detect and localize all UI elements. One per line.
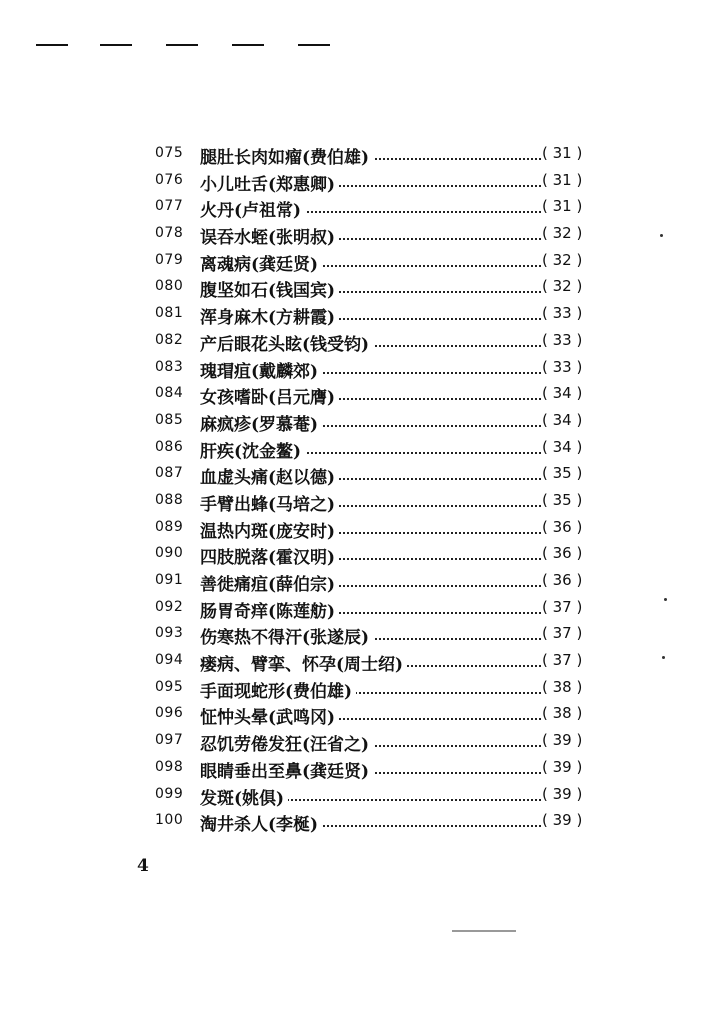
toc-entry-page: ( 34 ) bbox=[542, 437, 583, 456]
toc-entry-title: 四肢脱落(霍汉明) bbox=[200, 543, 339, 568]
toc-entry[interactable] bbox=[0, 382, 724, 409]
toc-entry[interactable] bbox=[0, 409, 724, 436]
toc-entry-page: ( 39 ) bbox=[542, 784, 583, 803]
toc-entry-page: ( 34 ) bbox=[542, 410, 583, 429]
toc-entry-page: ( 32 ) bbox=[542, 250, 583, 269]
toc-entry-title: 肠胃奇痒(陈莲舫) bbox=[200, 597, 339, 622]
toc-entry[interactable] bbox=[0, 329, 724, 356]
toc-entry[interactable] bbox=[0, 169, 724, 196]
toc-entry-page: ( 32 ) bbox=[542, 277, 583, 296]
toc-entry-number: 093 bbox=[155, 625, 184, 642]
toc-entry-title: 小儿吐舌(郑惠卿) bbox=[200, 170, 339, 195]
toc-entry-page: ( 35 ) bbox=[542, 464, 583, 483]
toc-entry[interactable] bbox=[0, 436, 724, 463]
toc-entry-number: 081 bbox=[155, 305, 184, 322]
toc-entry-title: 伤寒热不得汗(张遂辰) bbox=[200, 623, 373, 648]
toc-entry-title: 产后眼花头眩(钱受钧) bbox=[200, 330, 373, 355]
toc-entry[interactable] bbox=[0, 222, 724, 249]
toc-entry-title: 善徙痛疽(薛伯宗) bbox=[200, 570, 339, 595]
header-rule-3 bbox=[166, 44, 198, 46]
toc-entry[interactable] bbox=[0, 195, 724, 222]
toc-entry-title: 忍饥劳倦发狂(汪省之) bbox=[200, 730, 373, 755]
toc-entry-page: ( 37 ) bbox=[542, 651, 583, 670]
toc-entry-number: 090 bbox=[155, 545, 184, 562]
toc-entry-number: 089 bbox=[155, 518, 184, 535]
toc-entry-page: ( 37 ) bbox=[542, 597, 583, 616]
toc-entry-page: ( 36 ) bbox=[542, 544, 583, 563]
toc-entry-page: ( 39 ) bbox=[542, 731, 583, 750]
toc-entry[interactable] bbox=[0, 622, 724, 649]
toc-entry-title: 怔忡头晕(武鸣冈) bbox=[200, 703, 339, 728]
toc-entry-number: 088 bbox=[155, 491, 184, 508]
toc-entry-title: 腹坚如石(钱国宾) bbox=[200, 276, 339, 301]
toc-entry-number: 087 bbox=[155, 465, 184, 482]
toc-entry-title: 发斑(姚俱) bbox=[200, 784, 288, 809]
toc-entry[interactable] bbox=[0, 142, 724, 169]
toc-entry[interactable] bbox=[0, 462, 724, 489]
toc-entry-number: 082 bbox=[155, 331, 184, 348]
toc-entry[interactable] bbox=[0, 809, 724, 836]
toc-entry-title: 腿肚长肉如瘤(费伯雄) bbox=[200, 143, 373, 168]
table-of-contents bbox=[0, 142, 724, 836]
toc-entry[interactable] bbox=[0, 676, 724, 703]
toc-entry-page: ( 33 ) bbox=[542, 357, 583, 376]
toc-entry-title: 眼睛垂出至鼻(龚廷贤) bbox=[200, 757, 373, 782]
toc-entry-page: ( 31 ) bbox=[542, 144, 583, 162]
toc-entry-page: ( 38 ) bbox=[542, 677, 583, 696]
toc-entry-number: 096 bbox=[155, 705, 184, 722]
toc-entry-page: ( 31 ) bbox=[542, 197, 583, 216]
toc-entry-number: 100 bbox=[155, 812, 184, 829]
toc-entry[interactable] bbox=[0, 569, 724, 596]
toc-entry[interactable] bbox=[0, 596, 724, 623]
toc-entry-number: 099 bbox=[155, 785, 184, 802]
toc-entry-number: 086 bbox=[155, 438, 184, 455]
toc-entry-title: 淘井杀人(李梴) bbox=[200, 810, 322, 835]
toc-entry-page: ( 37 ) bbox=[542, 624, 583, 643]
toc-entry-title: 误吞水蛭(张明叔) bbox=[200, 223, 339, 248]
toc-entry-page: ( 34 ) bbox=[542, 384, 583, 403]
toc-entry-number: 075 bbox=[155, 145, 184, 161]
toc-entry-number: 098 bbox=[155, 758, 184, 775]
toc-entry-page: ( 33 ) bbox=[542, 304, 583, 323]
toc-entry-number: 085 bbox=[155, 411, 184, 428]
toc-entry[interactable] bbox=[0, 649, 724, 676]
toc-entry-page: ( 39 ) bbox=[542, 757, 583, 776]
toc-entry[interactable] bbox=[0, 783, 724, 810]
toc-entry-title: 温热内斑(庞安时) bbox=[200, 517, 339, 542]
header-rule-2 bbox=[100, 44, 132, 46]
scan-speck bbox=[662, 656, 665, 659]
toc-entry-number: 097 bbox=[155, 732, 184, 749]
footer-mark bbox=[452, 930, 516, 932]
toc-entry-number: 083 bbox=[155, 358, 184, 375]
scan-speck bbox=[664, 598, 667, 601]
header-rule-5 bbox=[298, 44, 330, 46]
toc-entry-number: 084 bbox=[155, 385, 184, 402]
toc-entry-title: 瘘病、臂挛、怀孕(周士绍) bbox=[200, 650, 407, 675]
toc-entry-title: 离魂病(龚廷贤) bbox=[200, 250, 322, 275]
toc-entry-title: 女孩嗜卧(吕元膺) bbox=[200, 383, 339, 408]
toc-entry[interactable] bbox=[0, 302, 724, 329]
toc-entry-number: 091 bbox=[155, 572, 184, 588]
header-rule-4 bbox=[232, 44, 264, 46]
toc-entry[interactable] bbox=[0, 729, 724, 756]
toc-entry-page: ( 33 ) bbox=[542, 330, 583, 349]
toc-entry-number: 077 bbox=[155, 198, 184, 215]
header-rule-1 bbox=[36, 44, 68, 46]
toc-entry-title: 肝疾(沈金鳌) bbox=[200, 437, 305, 462]
toc-entry[interactable] bbox=[0, 516, 724, 543]
page-number: 4 bbox=[137, 856, 149, 876]
toc-entry-title: 手面现蛇形(费伯雄) bbox=[200, 677, 356, 702]
toc-entry-page: ( 36 ) bbox=[542, 517, 583, 536]
toc-entry[interactable] bbox=[0, 356, 724, 383]
toc-entry[interactable] bbox=[0, 702, 724, 729]
toc-entry-number: 076 bbox=[155, 171, 184, 188]
toc-entry-title: 瑰瑁疽(戴麟郊) bbox=[200, 357, 322, 382]
toc-entry-number: 092 bbox=[155, 598, 184, 615]
scan-speck bbox=[660, 234, 663, 237]
toc-entry[interactable] bbox=[0, 249, 724, 276]
toc-entry-title: 血虚头痛(赵以德) bbox=[200, 463, 339, 488]
toc-entry[interactable] bbox=[0, 542, 724, 569]
toc-entry-page: ( 36 ) bbox=[542, 571, 583, 589]
toc-entry-number: 094 bbox=[155, 652, 184, 669]
toc-entry-number: 095 bbox=[155, 678, 184, 695]
toc-entry[interactable] bbox=[0, 275, 724, 302]
toc-entry[interactable] bbox=[0, 489, 724, 516]
toc-entry-page: ( 32 ) bbox=[542, 224, 583, 243]
toc-entry-page: ( 39 ) bbox=[542, 811, 583, 830]
toc-entry-title: 浑身麻木(方耕霞) bbox=[200, 303, 339, 328]
toc-entry-title: 火丹(卢祖常) bbox=[200, 196, 305, 221]
toc-entry-page: ( 35 ) bbox=[542, 490, 583, 509]
toc-entry-number: 078 bbox=[155, 225, 184, 242]
toc-entry-number: 079 bbox=[155, 251, 184, 268]
toc-entry-page: ( 31 ) bbox=[542, 170, 583, 189]
toc-entry[interactable] bbox=[0, 756, 724, 783]
toc-entry-number: 080 bbox=[155, 278, 184, 295]
toc-entry-page: ( 38 ) bbox=[542, 704, 583, 723]
toc-entry-title: 手臂出蜂(马培之) bbox=[200, 490, 339, 515]
toc-entry-title: 麻疯疹(罗慕菴) bbox=[200, 410, 322, 435]
